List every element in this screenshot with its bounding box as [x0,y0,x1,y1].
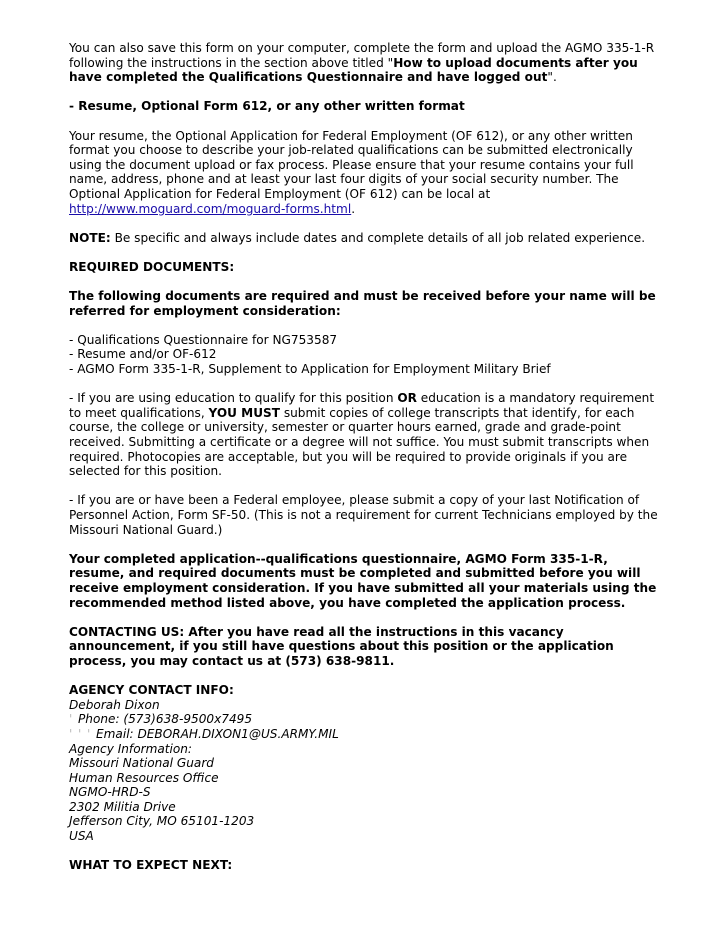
bullet-glyph-icon: ' [87,726,91,741]
required-documents-heading: REQUIRED DOCUMENTS: [69,259,235,274]
intro-bold-title: How to upload documents after you have completed the Qualifications Questionnaire and have logged out [69,55,638,85]
list-item: - Qualifications Questionnaire for NG753587 [69,332,338,347]
list-item: - Resume and/or OF-612 [69,347,217,362]
education-text: education is a mandatory requirement to meet qualifications, [69,391,655,420]
education-text: - If you are using education to qualify for this position [69,391,398,406]
note-text: Be specific and always include dates and complete details of all job related experience. [110,230,646,245]
note-paragraph [69,231,664,246]
agency-contact-block [69,698,664,844]
agency-info-label: Agency Information: [69,741,192,756]
contact-email-row [69,727,664,742]
resume-text: Your resume, the Optional Application for Federal Employment (OF 612), or any other written format you choose to describe your job-related qualifications can be submitted electronically using the document upload or fax process. Please ensure that your resume contains your full name, address, phone and at least your last four digits of your social security number. The Optional Application for Federal Employment (OF 612) can be local at [69,128,634,201]
resume-paragraph [69,129,664,217]
federal-employee-paragraph: - If you are or have been a Federal employee, please submit a copy of your last Notification of Personnel Action, Form SF-50. (This is not a requirement for current Technicians employed by the Missouri National Guard.) [69,493,658,537]
agency-contact-heading: AGENCY CONTACT INFO: [69,683,234,698]
document-list [69,333,664,377]
education-text: submit copies of college transcripts that identify, for each course, the college or university, semester or quarter hours earned, grade and grade-point received. Submitting a certificate or a degree will not suffice. You must submit transcripts when required. Photocopies are acceptable, but you will be required to provide originals if you are selected for this position. [69,405,650,479]
contact-phone-row [69,712,664,727]
agency-address-line: Missouri National Guard [69,756,214,771]
contact-phone: Phone: (573)638-9500x7495 [78,712,253,727]
agency-address-line: USA [69,829,94,844]
education-paragraph [69,391,664,479]
contacting-us-paragraph: CONTACTING US: After you have read all the instructions in this vacancy announcement, if you still have questions about this position or the application process, you may contact us at (573) 638-9811. [69,624,614,668]
agency-address-line: Jefferson City, MO 65101-1203 [69,814,255,829]
intro-text-end: ". [547,70,557,85]
what-to-expect-heading: WHAT TO EXPECT NEXT: [69,858,233,873]
contact-email: Email: DEBORAH.DIXON1@US.ARMY.MIL [96,726,339,741]
bullet-glyph-icon: ' [69,726,73,741]
intro-paragraph [69,41,664,85]
agency-address-line: 2302 Militia Drive [69,799,176,814]
completed-application-paragraph: Your completed application--qualifications questionnaire, AGMO Form 335-1-R, resume, and required documents must be completed and submitted before you will receive employment consideration. If you have submitted all your materials using the recommended method listed above, you have completed the application process. [69,551,657,610]
agency-address-line: Human Resources Office [69,770,219,785]
bullet-glyph-icon: ' [69,712,73,727]
intro-text: You can also save this form on your computer, complete the form and upload the AGMO 335-1-R following the instructions in the section above titled " [69,41,655,70]
required-intro: The following documents are required and must be received before your name will be referred for employment consideration: [69,289,656,318]
resume-heading: - Resume, Optional Form 612, or any other written format [69,99,465,114]
contact-name: Deborah Dixon [69,697,160,712]
bullet-glyph-icon: ' [78,726,82,741]
note-label: NOTE: [69,230,111,245]
education-you-must: YOU MUST [208,405,280,420]
moguard-forms-link[interactable]: http://www.moguard.com/moguard-forms.html [69,201,352,216]
education-or: OR [397,391,417,406]
list-item: - AGMO Form 335-1-R, Supplement to Application for Employment Military Brief [69,362,551,377]
resume-text-end: . [351,201,356,216]
agency-address-line: NGMO-HRD-S [69,785,151,800]
